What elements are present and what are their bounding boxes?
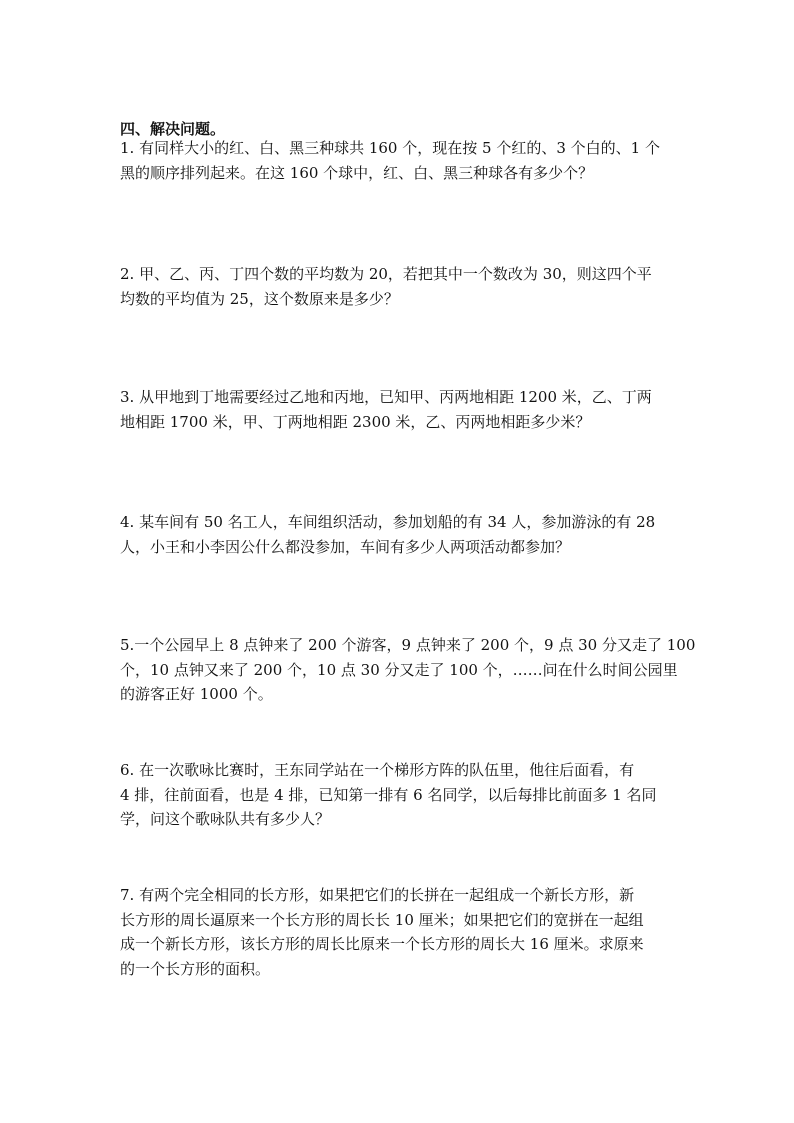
question-1-line-1: 1. 有同样大小的红、白、黑三种球共 160 个，现在按 5 个红的、3 个白的、1 个 <box>120 139 660 157</box>
question-6-line-1: 6. 在一次歌咏比赛时，王东同学站在一个梯形方阵的队伍里，他往后面看，有 <box>120 761 635 779</box>
question-3-line-2: 地相距 1700 米，甲、丁两地相距 2300 米，乙、丙两地相距多少米？ <box>120 412 591 431</box>
question-2-line-1: 2. 甲、乙、丙、丁四个数的平均数为 20，若把其中一个数改为 30，则这四个平 <box>120 265 652 283</box>
question-7-line-4: 的一个长方形的面积。 <box>120 959 271 978</box>
question-3-line-1: 3. 从甲地到丁地需要经过乙地和丙地，已知甲、丙两地相距 1200 米，乙、丁两 <box>120 388 652 406</box>
question-5-line-3: 的游客正好 1000 个。 <box>120 685 273 703</box>
question-6 <box>120 758 680 832</box>
question-7-line-2: 长方形的周长逼原来一个长方形的周长长 10 厘米；如果把它们的宽拼在一起组 <box>120 910 644 929</box>
question-7 <box>120 883 680 981</box>
question-6-line-3: 学，问这个歌咏队共有多少人？ <box>120 810 331 828</box>
question-6-line-2: 4 排，往前面看，也是 4 排，已知第一排有 6 名同学，以后每排比前面多 1 名同 <box>120 785 657 804</box>
question-7-line-3: 成一个新长方形，该长方形的周长比原来一个长方形的周长大 16 厘米。求原来 <box>120 935 644 953</box>
question-3 <box>120 385 680 434</box>
section-title: 四、解决问题。 <box>120 120 226 138</box>
question-4-line-1: 4. 某车间有 50 名工人，车间组织活动，参加划船的有 34 人，参加游泳的有 28 <box>120 513 656 531</box>
question-5-line-2: 个，10 点钟又来了 200 个，10 点 30 分又走了 100 个，……问在什么时间公园里 <box>120 660 678 679</box>
question-5-line-1: 5.一个公园早上 8 点钟来了 200 个游客，9 点钟来了 200 个，9 点 30 分又走了 100 <box>120 636 696 654</box>
question-7-line-1: 7. 有两个完全相同的长方形，如果把它们的长拼在一起组成一个新长方形，新 <box>120 886 635 904</box>
question-4 <box>120 510 680 559</box>
question-2 <box>120 262 680 311</box>
question-1-line-2: 黑的顺序排列起来。在这 160 个球中，红、白、黑三种球各有多少个？ <box>120 163 594 182</box>
question-5 <box>120 633 696 707</box>
question-1 <box>120 136 680 185</box>
question-2-line-2: 均数的平均值为 25，这个数原来是多少？ <box>120 289 399 308</box>
question-4-line-2: 人，小王和小李因公什么都没参加，车间有多少人两项活动都参加？ <box>120 537 571 556</box>
